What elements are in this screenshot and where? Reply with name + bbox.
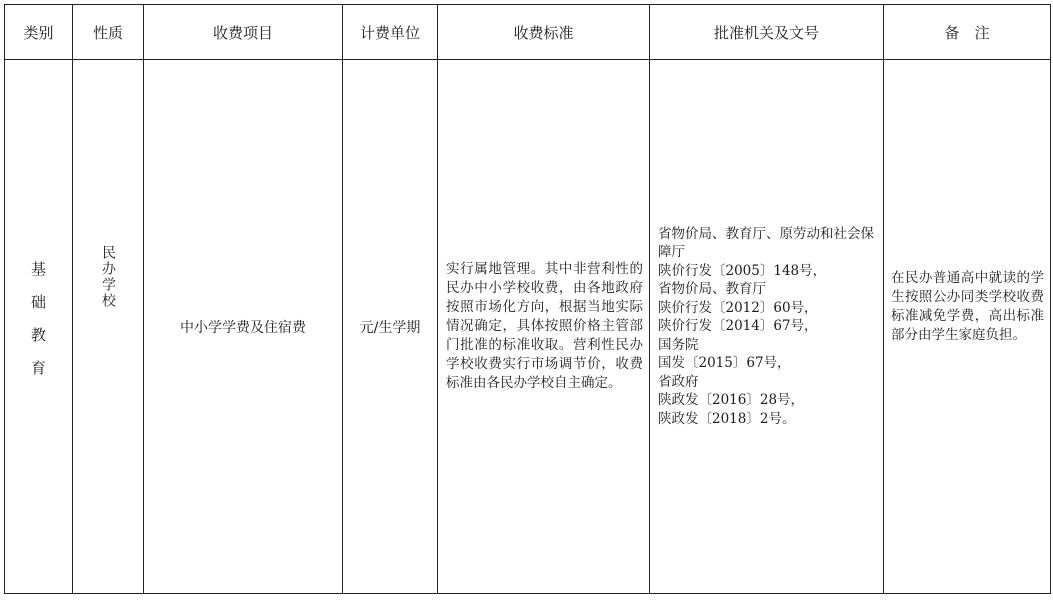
cell-fee-item <box>144 60 343 594</box>
header-fee-standard: 收费标准 <box>438 5 650 60</box>
approval-list <box>650 225 883 429</box>
cell-billing-unit <box>343 60 438 594</box>
approval-line: 陕价行发〔2012〕60号， <box>658 299 818 316</box>
fee-standard-text: 实行属地管理。其中非营利性的民办中小学校收费，由各地政府按照市场化方向，根据当地实际情况确定，具体按照价格主管部门批准的标准收取。营利性民办学校收费实行市场调节价，收费标准由各民办学校自主确定。 <box>446 261 643 391</box>
remark-text: 在民办普通高中就读的学生按照公办同类学校收费标准减免学费，高出标准部分由学生家庭负担。 <box>891 269 1044 343</box>
cell-nature <box>73 60 144 594</box>
approval-line: 陕价行发〔2014〕67号， <box>658 318 818 335</box>
header-row <box>5 5 1051 60</box>
category-text: 基础教育 <box>29 260 47 393</box>
cell-remark <box>884 60 1051 594</box>
nature-text: 民办学校 <box>100 244 116 309</box>
header-nature: 性质 <box>73 5 144 60</box>
header-remark: 备 注 <box>884 5 1051 60</box>
approval-line: 陕政发〔2018〕2号。 <box>658 410 796 427</box>
billing-unit-text: 元/生学期 <box>359 319 421 336</box>
cell-fee-standard <box>438 60 650 594</box>
approval-line: 省政府 <box>658 373 699 390</box>
header-category: 类别 <box>5 5 73 60</box>
approval-line: 陕价行发〔2005〕148号， <box>658 262 827 279</box>
header-billing-unit: 计费单位 <box>343 5 438 60</box>
header-fee-item: 收费项目 <box>144 5 343 60</box>
table-body <box>5 60 1051 594</box>
cell-approval-authority <box>650 60 884 594</box>
fee-table <box>4 4 1051 594</box>
header-approval-authority: 批准机关及文号 <box>650 5 884 60</box>
approval-line: 省物价局、教育厅 <box>658 281 766 298</box>
approval-line: 省物价局、教育厅、原劳动和社会保障厅 <box>658 225 874 261</box>
approval-line: 陕政发〔2016〕28号， <box>658 392 805 409</box>
cell-category <box>5 60 73 594</box>
fee-item-text: 中小学学费及住宿费 <box>180 319 306 336</box>
approval-line: 国发〔2015〕67号， <box>658 355 791 372</box>
table-header <box>5 5 1051 60</box>
table-row <box>5 60 1051 594</box>
approval-line: 国务院 <box>658 336 699 353</box>
